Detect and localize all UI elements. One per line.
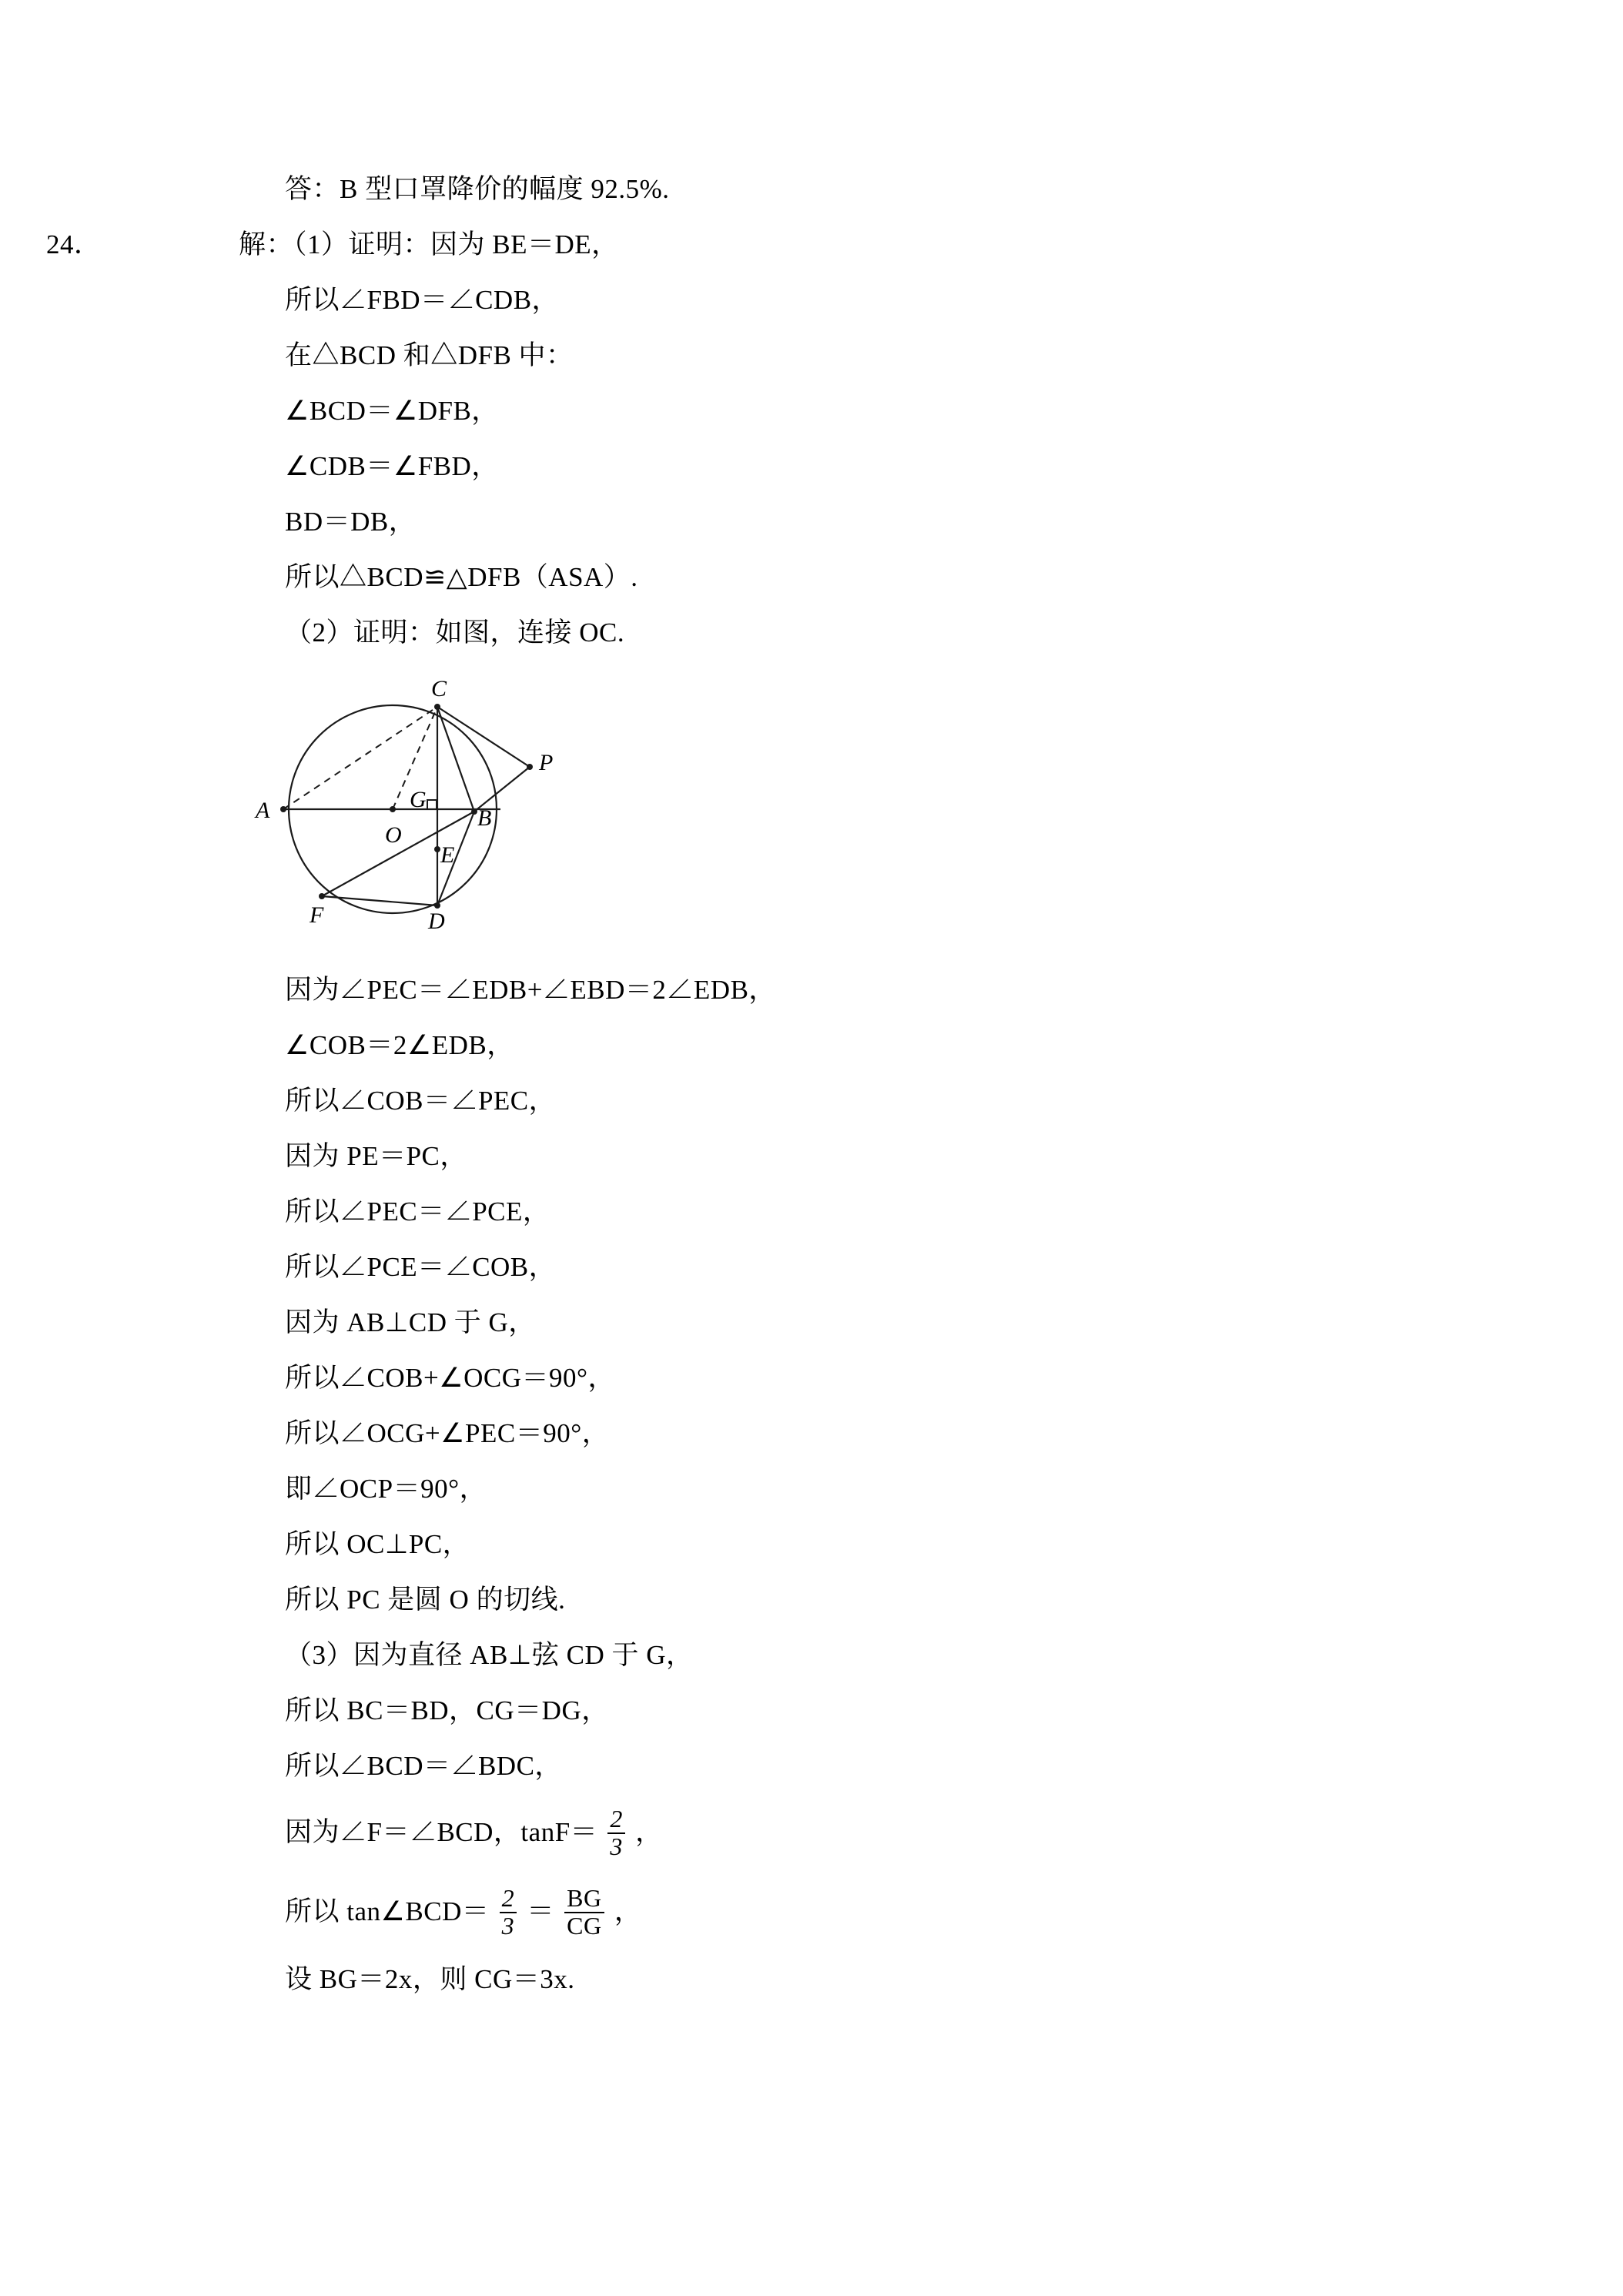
- solution-line-3: ∠BCD＝∠DFB，: [285, 396, 499, 426]
- proof-line-4: 所以∠PEC＝∠PCE，: [285, 1197, 550, 1227]
- proof-line-6: 因为 AB⊥CD 于 G，: [285, 1307, 536, 1337]
- figure-label-D: D: [428, 909, 445, 934]
- proof-line-7: 所以∠COB+∠OCG＝90°，: [285, 1363, 615, 1393]
- question-number: 24．: [46, 229, 102, 259]
- tan-f-suffix: ，: [635, 1817, 663, 1847]
- solution-line-1: 所以∠FBD＝∠CDB，: [285, 285, 560, 315]
- proof-line-0-row: [239, 962, 1440, 1018]
- point-E: [434, 846, 440, 852]
- question-24-first-line: [46, 217, 1440, 273]
- solution-line-1-row: [239, 273, 1440, 328]
- fraction-denominator: 3: [607, 1832, 625, 1860]
- solution-line-2: 在△BCD 和△DFB 中：: [285, 340, 574, 370]
- proof-line-11: 所以 PC 是圆 O 的切线.: [285, 1585, 566, 1615]
- figure-label-A: A: [256, 798, 270, 823]
- figure-label-C: C: [431, 676, 447, 701]
- proof-line-12-row: [239, 1628, 1440, 1683]
- proof-line-10: 所以 OC⊥PC，: [285, 1529, 470, 1559]
- point-D: [434, 902, 440, 909]
- solution-line-6: 所以△BCD≌△DFB（ASA）.: [285, 562, 638, 592]
- geometry-figure: [239, 674, 1440, 952]
- proof-line-1-row: [239, 1018, 1440, 1073]
- solution-line-0: 解：（1）证明：因为 BE＝DE，: [239, 229, 619, 259]
- tan-f-line-row: [239, 1794, 1440, 1871]
- line-CB: [437, 707, 474, 812]
- point-O: [390, 806, 396, 812]
- figure-label-F: F: [310, 902, 324, 928]
- solution-line-4-row: [239, 439, 1440, 494]
- solution-line-5-row: [239, 494, 1440, 550]
- point-F: [319, 893, 325, 899]
- proof-line-14-row: [239, 1739, 1440, 1794]
- document-content: [46, 162, 1440, 2007]
- point-P: [527, 764, 533, 770]
- figure-label-P: P: [539, 750, 554, 775]
- fraction-numerator: 2: [610, 1805, 623, 1833]
- proof-line-3: 因为 PE＝PC，: [285, 1141, 467, 1171]
- fraction-two-thirds-1: [607, 1806, 625, 1859]
- fraction-numerator: 2: [501, 1884, 515, 1913]
- line-FD: [322, 896, 437, 905]
- circle-geometry-diagram: [239, 674, 778, 952]
- fraction-two-thirds-2: [500, 1886, 517, 1939]
- tan-bcd-equals: ＝: [527, 1896, 554, 1926]
- solution-line-3-row: [239, 383, 1440, 439]
- solution-line-4: ∠CDB＝∠FBD，: [285, 451, 499, 481]
- point-A: [280, 806, 286, 812]
- proof-line-13: 所以 BC＝BD，CG＝DG，: [285, 1695, 609, 1725]
- proof-line-9: 即∠OCP＝90°，: [285, 1474, 487, 1504]
- figure-label-E: E: [440, 842, 455, 868]
- figure-label-O: O: [385, 822, 402, 848]
- proof-line-2-row: [239, 1073, 1440, 1129]
- point-C: [434, 704, 440, 710]
- proof-line-4-row: [239, 1184, 1440, 1240]
- proof-line-8: 所以∠OCG+∠PEC＝90°，: [285, 1418, 610, 1448]
- solution-line-7-row: [239, 605, 1440, 661]
- proof-line-9-row: [239, 1461, 1440, 1517]
- solution-line-7: （2）证明：如图，连接 OC.: [285, 618, 625, 648]
- proof-line-3-row: [239, 1129, 1440, 1184]
- last-line-row: [239, 1952, 1440, 2007]
- last-line: 设 BG＝2x，则 CG＝3x.: [285, 1964, 575, 1994]
- proof-line-13-row: [239, 1683, 1440, 1739]
- proof-line-5: 所以∠PCE＝∠COB，: [285, 1252, 557, 1282]
- solution-line-2-row: [239, 328, 1440, 383]
- proof-line-11-row: [239, 1572, 1440, 1628]
- fraction-bg-over-cg: [564, 1886, 604, 1939]
- proof-line-12: （3）因为直径 AB⊥弦 CD 于 G，: [285, 1640, 694, 1670]
- tan-bcd-line-row: [239, 1871, 1440, 1952]
- solution-line-6-row: [239, 550, 1440, 605]
- proof-line-6-row: [239, 1295, 1440, 1350]
- proof-line-8-row: [239, 1406, 1440, 1461]
- right-angle-mark-G: [427, 800, 437, 809]
- tan-bcd-prefix: 所以 tan∠BCD＝: [285, 1896, 490, 1926]
- proof-line-14: 所以∠BCD＝∠BDC，: [285, 1751, 562, 1781]
- proof-line-5-row: [239, 1240, 1440, 1295]
- fraction-numerator: BG: [567, 1884, 602, 1913]
- figure-label-G: G: [410, 787, 427, 812]
- proof-line-2: 所以∠COB＝∠PEC，: [285, 1086, 557, 1116]
- proof-line-7-row: [239, 1350, 1440, 1406]
- fraction-denominator: 3: [500, 1912, 517, 1940]
- proof-line-10-row: [239, 1517, 1440, 1572]
- point-B: [471, 808, 477, 815]
- tan-f-prefix: 因为∠F＝∠BCD，tanF＝: [285, 1817, 598, 1847]
- figure-label-B: B: [477, 805, 492, 831]
- proof-line-0: 因为∠PEC＝∠EDB+∠EBD＝2∠EDB，: [285, 975, 776, 1005]
- fraction-denominator: CG: [564, 1912, 604, 1940]
- solution-line-5: BD＝DB，: [285, 507, 417, 537]
- proof-line-1: ∠COB＝2∠EDB，: [285, 1030, 514, 1060]
- tan-bcd-suffix: ，: [614, 1896, 642, 1926]
- answer-line: 答：B 型口罩降价的幅度 92.5%.: [285, 174, 670, 204]
